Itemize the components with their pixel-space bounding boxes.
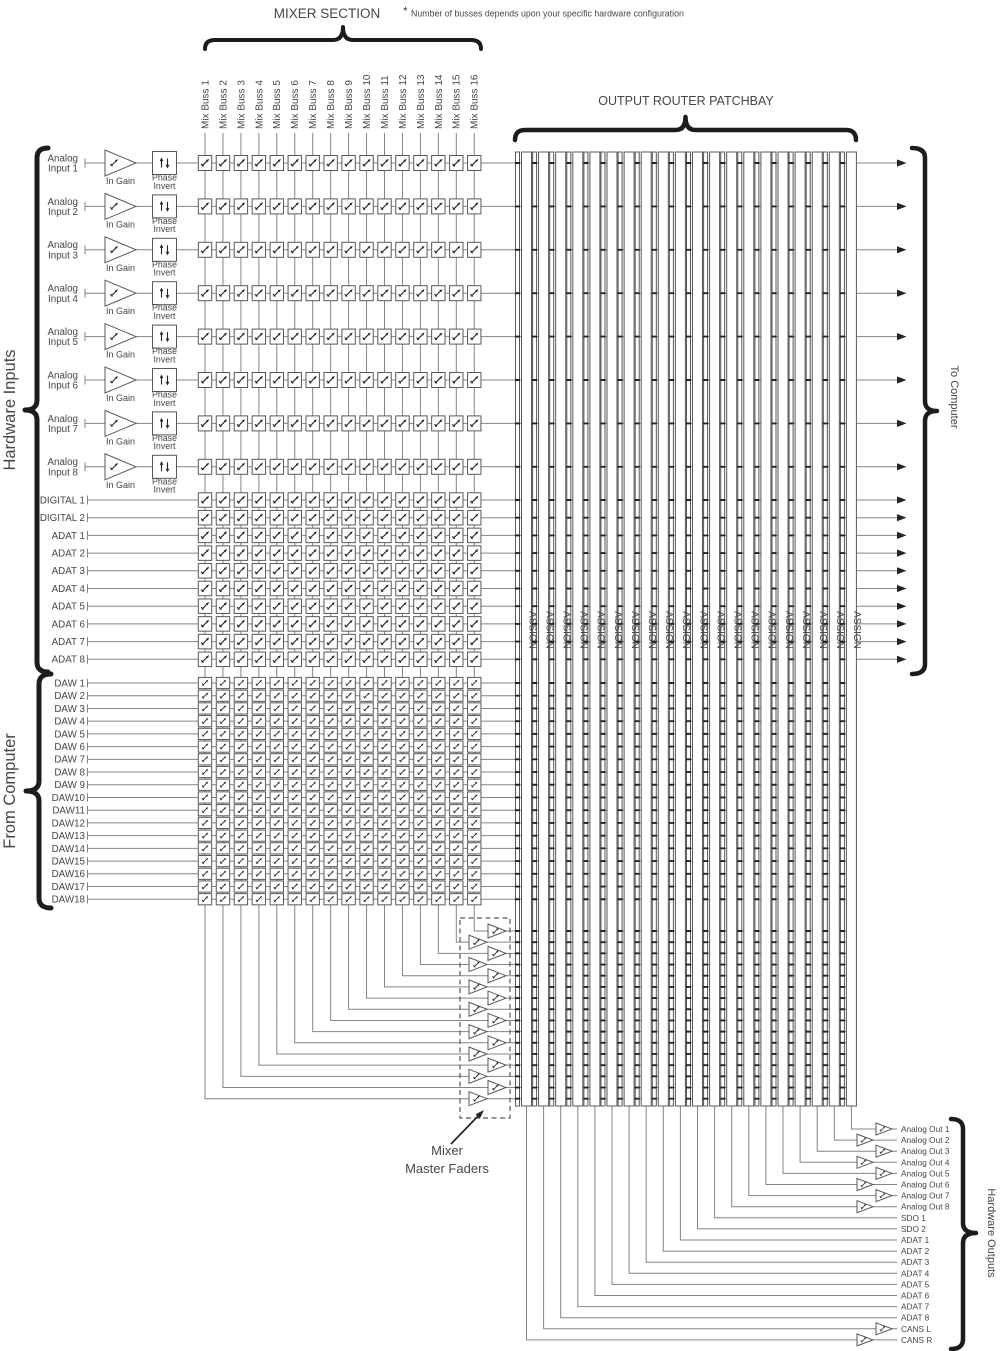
arrowhead-icon: [897, 159, 907, 166]
in-gain-amp-icon: [105, 150, 136, 176]
assign-label: ASSIGN: [765, 611, 777, 649]
daw-input-label: DAW 3: [54, 703, 85, 715]
brace: [25, 148, 48, 672]
daw-input-label: DAW18: [51, 894, 85, 906]
assign-label: ASSIGN: [834, 611, 846, 649]
hardware-output-label: ADAT 2: [901, 1246, 930, 1257]
output-amp-icon: [876, 1190, 892, 1202]
digital-input-label: DIGITAL 2: [39, 513, 85, 525]
master-fader-amp-icon: [488, 924, 506, 938]
hardware-output-label: ADAT 5: [901, 1279, 930, 1290]
daw-input-label: DAW17: [51, 881, 85, 893]
digital-input-label: ADAT 1: [51, 530, 85, 542]
phase-invert-box: [153, 412, 177, 435]
in-gain-label: In Gain: [105, 219, 136, 230]
hardware-inputs-group-label: Hardware Inputs: [1, 349, 19, 471]
phase-invert-box: [153, 195, 177, 218]
hardware-output-label: Analog Out 7: [901, 1190, 950, 1201]
in-gain-label: In Gain: [105, 436, 136, 447]
phase-invert-label: Invert: [153, 311, 176, 321]
analog-input-label: Input 1: [48, 163, 78, 175]
daw-input-label: DAW 2: [54, 691, 85, 703]
in-gain-label: In Gain: [105, 349, 136, 360]
mix-buss-label: Mix Buss 1: [200, 80, 212, 129]
assign-label: ASSIGN: [782, 611, 794, 649]
daw-input-label: DAW 1: [54, 678, 85, 690]
assign-label: ASSIGN: [526, 611, 538, 649]
hardware-outputs-group-label: Hardware Outputs: [985, 1188, 997, 1278]
phase-invert-label: Phase: [152, 476, 177, 487]
in-gain-amp-icon: [105, 410, 136, 436]
hardware-output-label: ADAT 7: [901, 1301, 930, 1312]
output-amp-icon: [876, 1145, 892, 1157]
brace: [205, 27, 481, 49]
master-fader-amp-icon: [488, 946, 506, 960]
phase-invert-label: Phase: [152, 215, 177, 226]
analog-input-label: Analog: [47, 327, 78, 338]
brace: [951, 1119, 976, 1349]
hardware-output-label: ADAT 8: [901, 1312, 930, 1323]
hardware-output-label: ADAT 3: [901, 1257, 930, 1268]
phase-invert-label: Invert: [153, 397, 176, 408]
master-fader-amp-icon: [488, 1058, 506, 1072]
output-amp-icon: [857, 1134, 873, 1146]
assign-label: ASSIGN: [543, 611, 555, 649]
in-gain-label: In Gain: [105, 176, 136, 186]
mix-buss-label: Mix Buss 3: [236, 80, 248, 129]
in-gain-label: In Gain: [105, 306, 136, 317]
digital-input-label: ADAT 4: [51, 583, 85, 595]
mix-buss-label: Mix Buss 6: [290, 80, 302, 129]
arrowhead-icon: [897, 585, 907, 592]
phase-invert-box: [153, 369, 177, 392]
phase-invert-label: Invert: [153, 441, 176, 452]
digital-input-label: ADAT 7: [51, 637, 85, 648]
mixer-section-title: MIXER SECTION: [273, 6, 381, 21]
brace: [912, 148, 937, 674]
master-fader-amp-icon: [469, 1069, 487, 1083]
in-gain-label: In Gain: [105, 479, 136, 490]
hardware-output-label: Analog Out 4: [901, 1157, 950, 1168]
in-gain-label: In Gain: [105, 262, 136, 273]
output-amp-icon: [857, 1334, 873, 1346]
analog-input-label: Analog: [47, 457, 78, 469]
daw-input-label: DAW16: [51, 869, 85, 881]
daw-input-label: DAW11: [52, 805, 85, 817]
in-gain-amp-icon: [105, 454, 136, 480]
analog-input-label: Input 2: [48, 207, 78, 218]
hardware-output-label: ADAT 1: [901, 1235, 930, 1245]
assign-label: ASSIGN: [680, 611, 692, 649]
master-faders-pointer-arrow: [451, 1114, 480, 1144]
daw-input-label: DAW 7: [54, 754, 85, 766]
arrowhead-icon: [897, 246, 907, 253]
in-gain-amp-icon: [105, 237, 136, 263]
mix-buss-label: Mix Buss 14: [433, 74, 445, 129]
output-amp-icon: [857, 1156, 873, 1168]
phase-invert-box: [153, 455, 177, 478]
brace: [515, 117, 856, 140]
mix-buss-label: Mix Buss 8: [326, 80, 338, 129]
hardware-output-label: Analog Out 6: [901, 1179, 950, 1190]
arrowhead-icon: [897, 333, 907, 340]
phase-invert-label: Phase: [152, 432, 177, 443]
arrowhead-icon: [897, 290, 907, 297]
mix-buss-label: Mix Buss 12: [397, 74, 409, 129]
hardware-output-label: Analog Out 8: [901, 1201, 950, 1212]
mix-buss-label: Mix Buss 10: [361, 74, 373, 129]
master-fader-amp-icon: [469, 1047, 487, 1061]
output-amp-icon: [876, 1323, 892, 1335]
hardware-output-label: SDO 1: [901, 1212, 926, 1223]
daw-input-label: DAW 6: [54, 742, 85, 753]
assign-label: ASSIGN: [714, 611, 726, 649]
arrowhead-icon: [897, 496, 907, 503]
master-fader-amp-icon: [469, 1002, 487, 1016]
mix-buss-label: Mix Buss 7: [308, 80, 320, 129]
assign-label: ASSIGN: [663, 611, 675, 649]
phase-invert-label: Invert: [153, 484, 176, 495]
mix-buss-label: Mix Buss 11: [379, 75, 391, 129]
mixer-master-faders-label: Master Faders: [405, 1161, 489, 1176]
master-fader-amp-icon: [488, 1081, 506, 1095]
assign-label: ASSIGN: [646, 611, 657, 649]
phase-invert-label: Invert: [153, 354, 176, 365]
mix-buss-label: Mix Buss 4: [254, 80, 266, 129]
arrowhead-icon: [897, 567, 907, 574]
assign-label: ASSIGN: [799, 611, 811, 649]
mix-buss-label: Mix Buss 15: [451, 74, 463, 129]
analog-input-label: Analog: [47, 413, 78, 425]
hardware-output-label: ADAT 4: [901, 1268, 930, 1279]
hardware-output-label: Analog Out 3: [901, 1146, 950, 1157]
phase-invert-label: Invert: [153, 267, 176, 278]
daw-input-label: DAW12: [51, 818, 85, 830]
output-amp-icon: [876, 1167, 892, 1179]
mixer-master-faders-label: Mixer: [431, 1143, 463, 1158]
assign-label: ASSIGN: [697, 611, 709, 649]
daw-input-label: DAW 4: [54, 716, 85, 728]
analog-input-label: Input 8: [48, 467, 78, 479]
arrowhead-icon: [897, 514, 907, 521]
phase-invert-label: Phase: [152, 172, 177, 183]
assign-label: ASSIGN: [594, 611, 606, 649]
phase-invert-label: Phase: [152, 389, 177, 400]
assign-label: ASSIGN: [577, 611, 589, 649]
daw-input-label: DAW13: [51, 831, 85, 843]
master-fader-amp-icon: [469, 1025, 487, 1039]
note-text: Number of busses depends upon your specific hardware configuration: [411, 8, 684, 19]
arrowhead-icon: [897, 420, 907, 427]
phase-invert-box: [153, 325, 177, 348]
daw-input-label: DAW 9: [54, 780, 85, 792]
arrowhead-icon: [897, 656, 907, 663]
brace: [26, 674, 51, 908]
analog-input-label: Analog: [47, 153, 78, 165]
digital-input-label: ADAT 3: [51, 566, 85, 578]
assign-label: ASSIGN: [817, 611, 828, 649]
from-computer-group-label: From Computer: [1, 733, 19, 849]
arrowhead-icon: [897, 620, 907, 627]
hardware-output-label: CANS R: [901, 1334, 933, 1345]
arrowhead-icon: [897, 532, 907, 539]
analog-input-label: Input 6: [48, 380, 78, 392]
to-computer-group-label: To Computer: [948, 365, 960, 429]
master-fader-amp-icon: [469, 980, 487, 994]
phase-invert-label: Invert: [153, 180, 176, 191]
digital-input-label: ADAT 8: [51, 654, 85, 666]
analog-input-label: Analog: [47, 240, 78, 252]
in-gain-label: In Gain: [105, 393, 136, 403]
in-gain-amp-icon: [105, 367, 136, 393]
mix-buss-label: Mix Buss 5: [272, 80, 284, 129]
master-fader-amp-icon: [488, 1013, 506, 1027]
phase-invert-label: Phase: [152, 302, 177, 313]
analog-input-label: Input 5: [48, 337, 78, 349]
note-asterisk: *: [403, 4, 408, 18]
output-amp-icon: [876, 1123, 892, 1135]
hardware-output-label: CANS L: [901, 1323, 931, 1334]
master-fader-amp-icon: [488, 969, 506, 983]
hardware-output-label: Analog Out 2: [901, 1135, 950, 1146]
assign-label: ASSIGN: [611, 611, 623, 649]
assign-label: ASSIGN: [560, 611, 572, 649]
analog-input-label: Input 3: [48, 250, 78, 262]
phase-invert-label: Phase: [152, 346, 177, 357]
master-fader-amp-icon: [488, 1036, 506, 1050]
output-amp-icon: [857, 1179, 873, 1191]
daw-input-label: DAW10: [51, 792, 85, 804]
arrowhead-icon: [897, 463, 907, 470]
digital-input-label: ADAT 2: [51, 548, 85, 560]
in-gain-amp-icon: [105, 280, 136, 306]
assign-label: ASSIGN: [851, 611, 863, 649]
in-gain-amp-icon: [105, 193, 136, 219]
daw-input-label: DAW 5: [54, 729, 85, 741]
master-fader-amp-icon: [488, 991, 506, 1005]
arrowhead-icon: [897, 603, 907, 610]
phase-invert-label: Phase: [152, 259, 177, 270]
hardware-output-label: ADAT 6: [901, 1290, 930, 1301]
hardware-output-label: SDO 2: [901, 1223, 926, 1234]
in-gain-amp-icon: [105, 324, 136, 350]
assign-label: ASSIGN: [748, 611, 760, 649]
mix-buss-label: Mix Buss 2: [218, 80, 230, 129]
digital-input-label: DIGITAL 1: [39, 495, 85, 507]
arrowhead-icon: [897, 376, 907, 383]
analog-input-label: Analog: [47, 283, 78, 295]
arrowhead-icon: [897, 638, 907, 645]
master-fader-amp-icon: [469, 935, 487, 949]
phase-invert-box: [153, 152, 177, 175]
assign-label: ASSIGN: [731, 611, 743, 649]
mix-buss-label: Mix Buss 9: [344, 80, 355, 129]
phase-invert-label: Invert: [153, 224, 176, 235]
analog-input-label: Analog: [47, 370, 78, 382]
patch-strip: [516, 152, 520, 1106]
analog-input-label: Analog: [47, 196, 78, 208]
arrowhead-icon: [897, 550, 907, 557]
assign-label: ASSIGN: [628, 611, 640, 649]
output-router-title: OUTPUT ROUTER PATCHBAY: [598, 94, 774, 108]
analog-input-label: Input 7: [48, 424, 78, 435]
hardware-output-label: Analog Out 5: [901, 1168, 950, 1179]
analog-input-label: Input 4: [48, 293, 78, 305]
output-amp-icon: [857, 1201, 873, 1213]
arrowhead-icon: [897, 203, 907, 210]
master-fader-amp-icon: [469, 958, 487, 972]
daw-input-label: DAW14: [51, 843, 85, 855]
phase-invert-box: [153, 282, 177, 305]
phase-invert-box: [153, 238, 177, 261]
master-fader-amp-icon: [469, 1092, 487, 1106]
digital-input-label: ADAT 6: [51, 619, 85, 631]
mix-buss-label: Mix Buss 13: [415, 74, 427, 129]
hardware-output-label: Analog Out 1: [901, 1124, 950, 1134]
daw-input-label: DAW 8: [54, 767, 85, 779]
digital-input-label: ADAT 5: [51, 601, 85, 613]
daw-input-label: DAW15: [51, 856, 85, 868]
mix-buss-label: Mix Buss 16: [469, 74, 481, 129]
